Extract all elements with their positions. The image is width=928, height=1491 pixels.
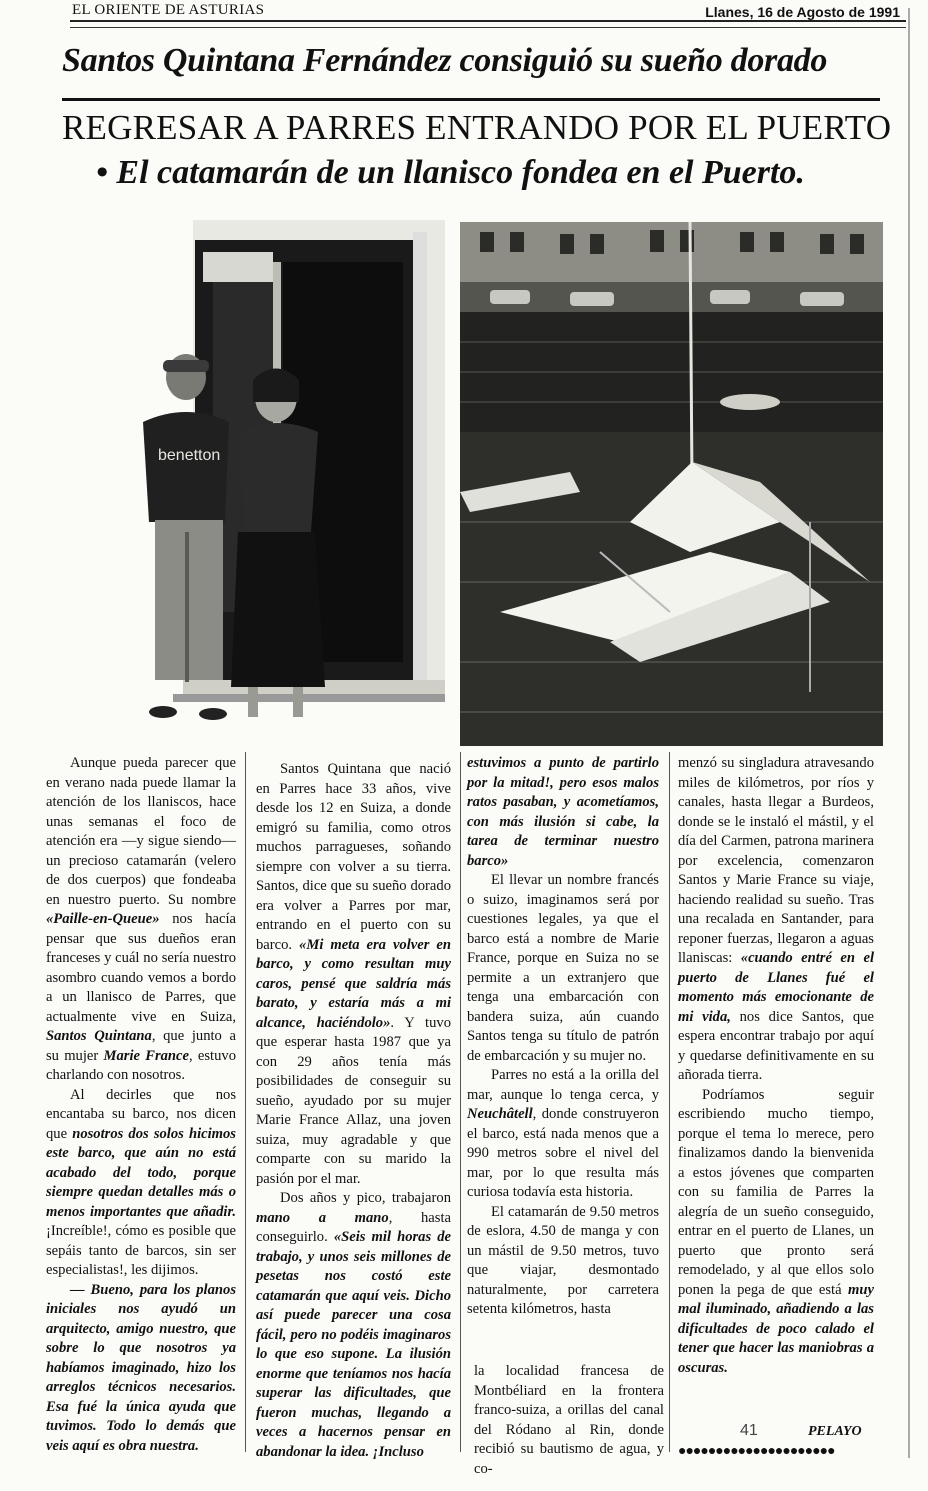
paragraph: Santos Quintana que nació en Parres hace 33 años, vive desde los 12 en Suiza, a donde emigró su familia, como otros muchos parragueses, soñando siempre con volver a su tierra. Santos, dice que su sueño dorado era volver a Parres por mar, entrando en el puerto con su barco. «Mi meta era volver en barco, y como resultan muy caros, pensé que saldría más barato, y estaría más a mi alcance, haciéndolo». Y tuvo que esperar hasta 1987 que ya con 29 años tenía más posibilidades de conseguir su sueño, ayudado por su mujer Marie France Allaz, una joven suiza, muy agradable y que comparte con su marido la pasión por el mar. [256,761,451,1187]
paragraph: Parres no está a la orilla del mar, aunque lo tenga cerca, y Neuchâtell, donde construyeron el barco, está nada menos que a 990 metros sobre el nivel del mar, por lo que resulta más curiosa todavía esta historia. [467,1067,659,1200]
article-column-2 [256,760,451,1462]
column-rule [245,752,246,1452]
paragraph: Dos años y pico, trabajaron mano a mano, hasta conseguirlo. «Seis mil horas de trabajo, y unos seis millones de pesetas nos costó este catamarán que aquí veis. Dicho así puede parecer una cosa fácil, pero no podéis imaginaros lo que eso supone. La ilusión enorme que teníamos nos hacía superar las dificultades, que fueron muchas, llegando a veces a hacernos pensar en abandonar la idea. ¡Incluso [256,1190,452,1460]
emphasis-text: «Seis mil horas de trabajo, y unos seis millones de pesetas nos costó este catamarán que aquí veis. Dicho así puede parecer una cosa fácil, pero no podéis imaginaros lo que eso supone. La ilusión enorme que teníamos nos hacía superar las dificultades, que fueron muchas, llegando a veces a hacernos pensar en abandonar la idea. ¡Incluso [256,1229,452,1460]
handwritten-page-number: 41 [740,1422,758,1439]
publication-name: EL ORIENTE DE ASTURIAS [72,2,265,18]
shirt-logo: benetton [158,447,221,464]
kicker-rule [62,98,880,101]
emphasis-text: «cuando entré en el puerto de Llanes fué el momento más emocionante de mi vida, [678,950,874,1025]
emphasis-text: nosotros dos solos hicimos este barco, que aún no está acabado del todo, porque siempre quedan detalles más o menos importantes que añadir. [46,1125,236,1220]
emphasis-text: estuvimos a punto de partirlo por la mitad!, pero esos malos ratos pasaban, y acometíamos, con más ilusión si cabe, la tarea de terminar nuestro barco» [467,755,659,869]
emphasis-text: «Paille-en-Queue» [46,911,160,927]
emphasis-text: mano a mano [256,1209,389,1226]
article-column-1 [46,754,236,1456]
paragraph: Aunque pueda parecer que en verano nada puede llamar la atención de los llaniscos, hace unas semanas el foco de atención era —y sigue siendo— un precioso catamarán (velero de dos cuerpos) que fondeaba en nuestro puerto. Su nombre «Paille-en-Queue» nos hacía pensar que sus dueños eran franceses y cuál no sería nuestro asombro cuando vemos a bordo a un llanisco de Parres, que actualmente vive en Suiza, Santos Quintana, que junto a su mujer Marie France, estuvo charlando con nosotros. [46,755,236,1083]
emphasis-text: — Bueno, para los planos iniciales nos ayudó un arquitecto, amigo nuestro, que sobre lo que nosotros ya habíamos imaginado, hizo los arreglos técnicos necesarios. Esa fué la única ayuda que tuvimos. Todo lo demás que veis aquí es obra nuestra. [46,1281,236,1454]
article-headline: REGRESAR A PARRES ENTRANDO POR EL PUERTO [62,108,892,147]
photo-couple [63,202,445,740]
masthead-rule [70,20,906,22]
paragraph: menzó su singladura atravesando miles de kilómetros, por ríos y canales, hasta llegar a Burdeos, donde se le instaló el mástil, y el día del Carmen, patrona marinera por excelencia, comenzaron Santos y Marie France su viaje, haciendo realidad su sueño. Tras una recalada en Santander, para reponer fuerzas, llegaron a aguas llaniscas: «cuando entré en el puerto de Llanes fué el momento más emocionante de mi vida, nos dice Santos, que espera encontrar trabajo por aquí y quedarse definitivamente en su añorada tierra. [678,755,874,1083]
masthead [70,0,906,22]
paragraph: Al decirles que nos encantaba su barco, nos dicen que nosotros dos solos hicimos este barco, que aún no está acabado del todo, porque siempre quedan detalles más o menos importantes que añadir. ¡Increíble!, cómo es posible que sepáis tanto de barcos, sin ser especialistas!, les dijimos. [46,1086,236,1278]
article-column-3 [467,754,659,1320]
byline: PELAYO [808,1424,862,1439]
paragraph: El llevar un nombre francés o suizo, imaginamos será por cuestiones legales, ya que el barco está a nombre de Marie France, porque en Suiza no se permite a un extranjero que tenga una embarcación con bandera suiza, aún cuando Santos tenga su título de patrón de embarcación y su mujer no. [467,872,659,1064]
paragraph [467,754,659,871]
emphasis-text: Santos Quintana [46,1028,152,1044]
paragraph [46,1281,236,1457]
paragraph: Podríamos seguir escribiendo mucho tiempo, porque el tema lo merece, pero finalizamos dando la bienvenida a estos jóvenes que comparten con su familia de Parres la alegría de un sueño conseguido, entrar en el puerto de Llanes, un puerto que pronto será remodelado, y al que ellos solo ponen la pega de que está muy mal iluminado, añadiendo a las dificultades de poco calado el tener que hacer las maniobras a oscuras. [678,1086,874,1376]
photo-catamaran [460,222,883,746]
emphasis-text: Neuchâtell [467,1106,533,1122]
emphasis-text: muy mal iluminado, añadiendo a las dificultades de poco calado el tener que hacer las maniobras a oscuras. [678,1281,874,1376]
article-column-3-continued [474,1362,664,1479]
paragraph: El catamarán de 9.50 metros de eslora, 4.50 de manga y con un mástil de 9.50 metros, tuvo que viajar, desmontado naturalmente, por carretera setenta kilómetros, hasta [467,1203,659,1317]
masthead-rule-thin [70,27,906,28]
emphasis-text: «Mi meta era volver en barco, y como resultan muy caros, pensé que saldría más barato, y estaría más a mi alcance, haciéndolo» [256,936,451,1031]
article-subhead: • El catamarán de un llanisco fondea en el Puerto. [96,154,805,191]
column-rule [669,752,670,1452]
publication-date: Llanes, 16 de Agosto de 1991 [705,4,900,20]
emphasis-text: Marie France [103,1047,189,1064]
article-column-4 [678,754,874,1378]
article-kicker: Santos Quintana Fernández consiguió su sueño dorado [62,42,828,79]
column-rule [460,752,461,1452]
clipping-edge [908,8,910,1458]
paragraph: la localidad francesa de Montbéliard en la frontera franco-suiza, a orillas del canal del Ródano al Rin, donde recibió su bautismo de agua, y co- [474,1363,664,1477]
end-dots: ●●●●●●●●●●●●●●●●●●●●● [678,1444,835,1459]
